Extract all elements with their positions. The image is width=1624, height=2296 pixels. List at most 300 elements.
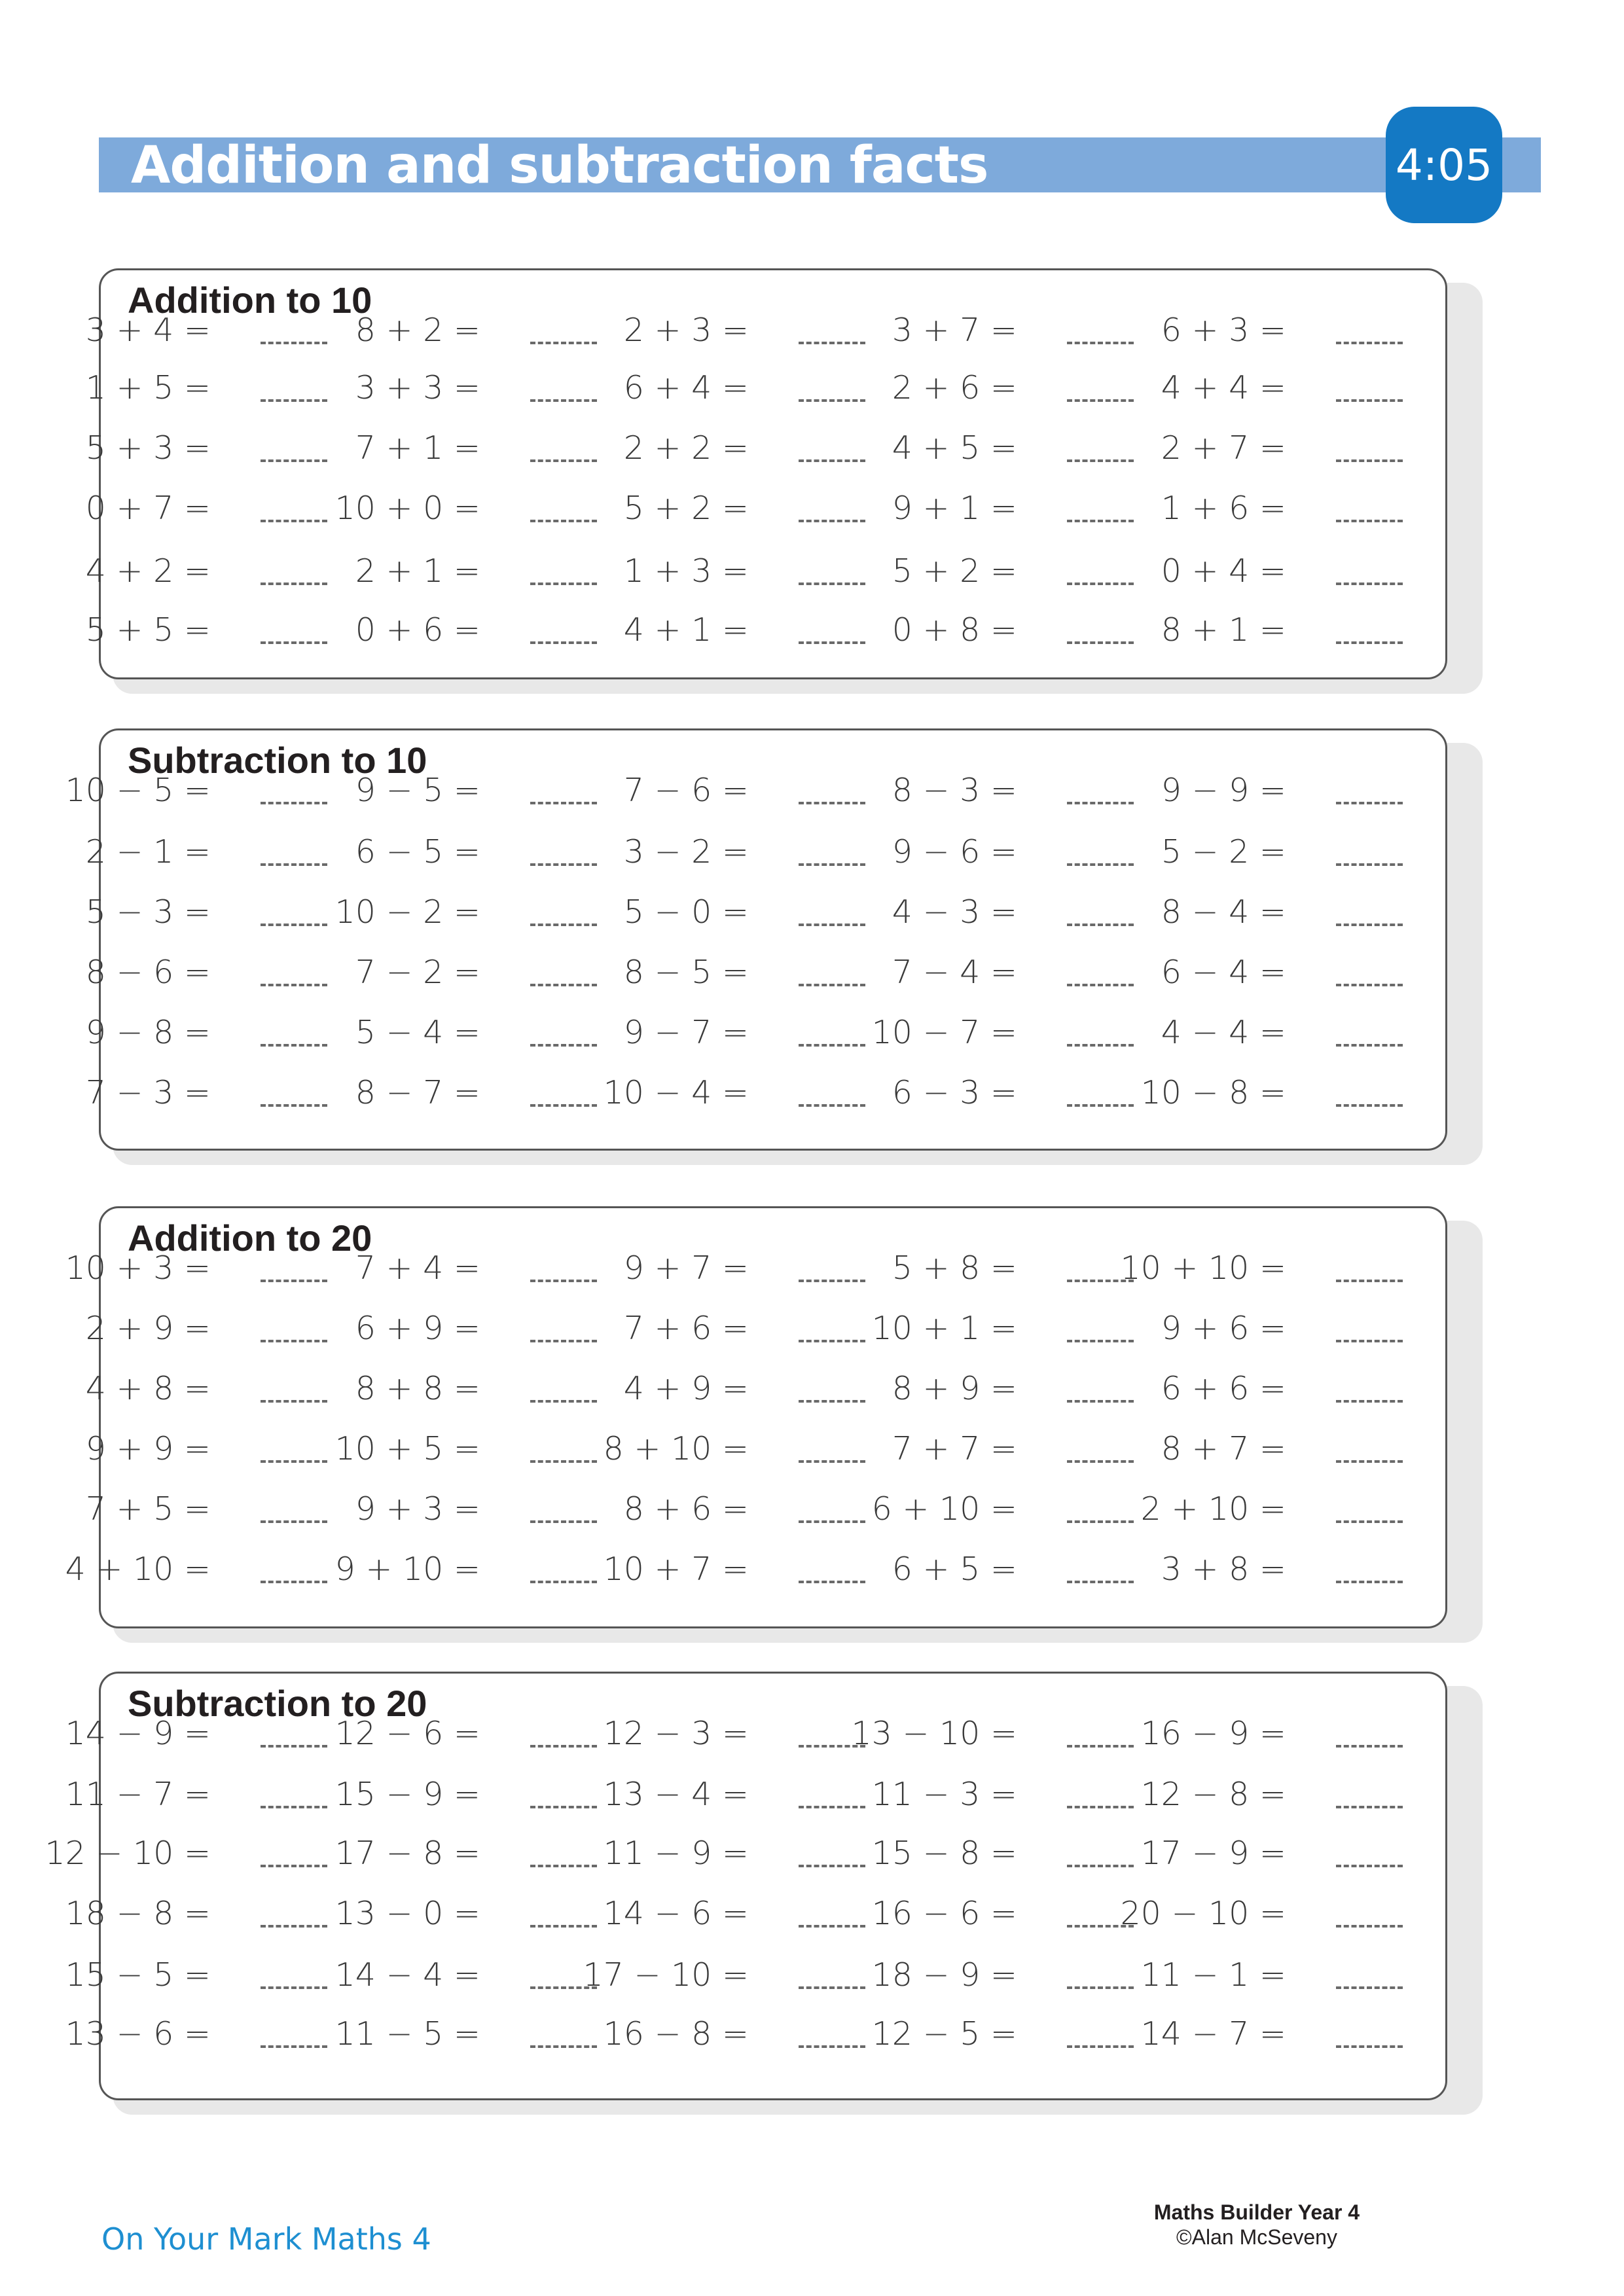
- answer-blank[interactable]: [799, 1520, 865, 1523]
- answer-blank[interactable]: [1067, 802, 1134, 804]
- answer-blank[interactable]: [1336, 1400, 1403, 1403]
- footer-copyright: ©Alan McSeveny: [1176, 2225, 1337, 2249]
- problem-expression: 13 − 6 =: [65, 2015, 211, 2053]
- problem-expression: 2 + 3 =: [623, 312, 749, 349]
- problem-expression: 11 − 3 =: [871, 1776, 1017, 1813]
- answer-blank[interactable]: [261, 1745, 327, 1748]
- problem-expression: 12 − 3 =: [603, 1715, 749, 1752]
- footer-book-title: Maths Builder Year 4: [1153, 2200, 1360, 2224]
- answer-blank[interactable]: [261, 2045, 327, 2048]
- answer-blank[interactable]: [530, 520, 597, 522]
- problem-expression: 12 − 8 =: [1140, 1776, 1286, 1813]
- problem: [603, 1772, 865, 1818]
- answer-blank[interactable]: [1336, 1745, 1403, 1748]
- problem-expression: 7 + 6 =: [623, 1310, 749, 1347]
- problem-expression: 4 + 1 =: [623, 611, 749, 649]
- problem-expression: 12 − 6 =: [334, 1715, 480, 1752]
- problem-expression: 4 + 5 =: [892, 429, 1017, 467]
- problem: [1154, 1010, 1403, 1056]
- problem-expression: 5 − 0 =: [623, 893, 749, 931]
- problem: [871, 1952, 1134, 1998]
- problem: [603, 2011, 865, 2057]
- answer-blank[interactable]: [799, 342, 865, 344]
- problem-expression: 10 + 10 =: [1120, 1249, 1286, 1287]
- answer-blank[interactable]: [530, 1104, 597, 1107]
- problem-expression: 7 + 1 =: [355, 429, 480, 467]
- problem: [885, 1246, 1134, 1291]
- problem-row: [0, 425, 1624, 471]
- problem: [1154, 548, 1403, 594]
- problem-expression: 9 + 7 =: [623, 1249, 749, 1287]
- answer-blank[interactable]: [799, 459, 865, 462]
- answer-blank[interactable]: [261, 1806, 327, 1808]
- problem-expression: 10 − 5 =: [65, 772, 211, 809]
- problem: [334, 889, 597, 935]
- answer-blank[interactable]: [1067, 1745, 1134, 1748]
- answer-blank[interactable]: [799, 924, 865, 926]
- problem: [65, 1711, 327, 1757]
- answer-blank[interactable]: [799, 583, 865, 585]
- problem-expression: 9 + 10 =: [334, 1551, 480, 1588]
- answer-blank[interactable]: [261, 924, 327, 926]
- problem: [79, 1010, 327, 1056]
- answer-blank[interactable]: [1336, 1460, 1403, 1463]
- answer-blank[interactable]: [1067, 1986, 1134, 1989]
- problem-expression: 10 + 5 =: [334, 1430, 480, 1467]
- problem-expression: 6 + 3 =: [1161, 312, 1286, 349]
- problem-expression: 11 − 5 =: [334, 2015, 480, 2053]
- problem-expression: 14 − 6 =: [603, 1895, 749, 1932]
- problem: [65, 2011, 327, 2057]
- answer-blank[interactable]: [1067, 1104, 1134, 1107]
- problem-expression: 8 − 7 =: [355, 1074, 480, 1111]
- problem: [65, 1891, 327, 1937]
- problem: [603, 1831, 865, 1876]
- problem: [885, 1547, 1134, 1592]
- answer-blank[interactable]: [261, 1986, 327, 1989]
- problem-expression: 8 + 1 =: [1161, 611, 1286, 649]
- problem-expression: 4 − 3 =: [892, 893, 1017, 931]
- problem: [617, 425, 865, 471]
- answer-blank[interactable]: [1336, 924, 1403, 926]
- section-3: [0, 1206, 1624, 1628]
- answer-blank[interactable]: [1067, 1340, 1134, 1342]
- answer-blank[interactable]: [1067, 1460, 1134, 1463]
- answer-blank[interactable]: [1336, 583, 1403, 585]
- problem-expression: 1 + 6 =: [1161, 490, 1286, 527]
- problem-row: [0, 1711, 1624, 1757]
- answer-blank[interactable]: [1336, 863, 1403, 866]
- problem-row: [0, 1306, 1624, 1352]
- problem-expression: 16 − 9 =: [1140, 1715, 1286, 1752]
- problem-expression: 11 − 9 =: [603, 1835, 749, 1872]
- answer-blank[interactable]: [1336, 802, 1403, 804]
- answer-blank[interactable]: [1067, 583, 1134, 585]
- problem-expression: 17 − 9 =: [1140, 1835, 1286, 1872]
- answer-blank[interactable]: [1067, 863, 1134, 866]
- problem-row: [0, 1952, 1624, 1998]
- answer-blank[interactable]: [799, 863, 865, 866]
- problem-expression: 0 + 8 =: [892, 611, 1017, 649]
- answer-blank[interactable]: [799, 1104, 865, 1107]
- problem-expression: 3 − 2 =: [623, 833, 749, 870]
- footer-series-title: On Your Mark Maths 4: [101, 2221, 431, 2257]
- answer-blank[interactable]: [261, 863, 327, 866]
- problem: [65, 1952, 327, 1998]
- problem-expression: 8 + 8 =: [355, 1370, 480, 1407]
- problem-expression: 6 + 4 =: [623, 369, 749, 406]
- problem-expression: 7 − 4 =: [892, 954, 1017, 991]
- problem: [348, 1366, 597, 1412]
- problem: [348, 425, 597, 471]
- problem: [334, 1772, 597, 1818]
- answer-blank[interactable]: [1336, 459, 1403, 462]
- problem: [1120, 1246, 1403, 1291]
- answer-blank[interactable]: [1067, 2045, 1134, 2048]
- answer-blank[interactable]: [1067, 1044, 1134, 1047]
- problem: [617, 889, 865, 935]
- problem-expression: 8 − 4 =: [1161, 893, 1286, 931]
- problem-expression: 14 − 7 =: [1140, 2015, 1286, 2053]
- answer-blank[interactable]: [530, 2045, 597, 2048]
- problem: [348, 1070, 597, 1116]
- problem-expression: 0 + 4 =: [1161, 552, 1286, 590]
- problem-expression: 13 − 0 =: [334, 1895, 480, 1932]
- problem: [617, 308, 865, 353]
- problem: [1154, 425, 1403, 471]
- answer-blank[interactable]: [261, 520, 327, 522]
- problem: [885, 486, 1134, 531]
- answer-blank[interactable]: [799, 1986, 865, 1989]
- answer-blank[interactable]: [799, 399, 865, 402]
- answer-blank[interactable]: [1336, 1520, 1403, 1523]
- problem: [79, 548, 327, 594]
- answer-blank[interactable]: [530, 924, 597, 926]
- answer-blank[interactable]: [1067, 459, 1134, 462]
- answer-blank[interactable]: [1336, 1340, 1403, 1342]
- problem: [603, 1426, 865, 1472]
- problem: [617, 829, 865, 875]
- problem: [65, 1547, 327, 1592]
- problem: [871, 1010, 1134, 1056]
- problem: [603, 1891, 865, 1937]
- problem: [348, 1486, 597, 1532]
- problem-expression: 16 − 6 =: [871, 1895, 1017, 1932]
- answer-blank[interactable]: [1336, 1865, 1403, 1867]
- answer-blank[interactable]: [799, 2045, 865, 2048]
- answer-blank[interactable]: [530, 399, 597, 402]
- answer-blank[interactable]: [261, 1460, 327, 1463]
- answer-blank[interactable]: [799, 1044, 865, 1047]
- problem: [617, 1306, 865, 1352]
- problem-row: [0, 1246, 1624, 1291]
- problem-row: [0, 1366, 1624, 1412]
- answer-blank[interactable]: [1067, 1400, 1134, 1403]
- answer-blank[interactable]: [261, 1581, 327, 1583]
- problem: [1140, 1772, 1403, 1818]
- answer-blank[interactable]: [530, 863, 597, 866]
- answer-blank[interactable]: [799, 802, 865, 804]
- problem: [885, 365, 1134, 411]
- problem: [334, 2011, 597, 2057]
- problem-expression: 8 − 6 =: [85, 954, 211, 991]
- problem: [79, 425, 327, 471]
- answer-blank[interactable]: [530, 1280, 597, 1282]
- answer-blank[interactable]: [1336, 1986, 1403, 1989]
- problem-expression: 5 + 2 =: [623, 490, 749, 527]
- answer-blank[interactable]: [530, 1806, 597, 1808]
- problem-expression: 9 + 3 =: [355, 1490, 480, 1528]
- problem: [79, 1426, 327, 1472]
- answer-blank[interactable]: [1336, 641, 1403, 644]
- problem: [871, 1486, 1134, 1532]
- answer-blank[interactable]: [1336, 1280, 1403, 1282]
- problem-row: [0, 1010, 1624, 1056]
- answer-blank[interactable]: [261, 342, 327, 344]
- answer-blank[interactable]: [530, 641, 597, 644]
- problem-expression: 6 − 4 =: [1161, 954, 1286, 991]
- problem: [79, 829, 327, 875]
- answer-blank[interactable]: [799, 520, 865, 522]
- problem-expression: 7 − 6 =: [623, 772, 749, 809]
- problem: [79, 950, 327, 996]
- problem: [334, 486, 597, 531]
- problem: [1140, 1952, 1403, 1998]
- answer-blank[interactable]: [1067, 1520, 1134, 1523]
- problem-expression: 5 − 3 =: [85, 893, 211, 931]
- answer-blank[interactable]: [799, 1581, 865, 1583]
- problem-row: [0, 829, 1624, 875]
- answer-blank[interactable]: [1067, 1865, 1134, 1867]
- problem-expression: 2 + 1 =: [355, 552, 480, 590]
- answer-blank[interactable]: [1336, 1581, 1403, 1583]
- problem: [617, 1486, 865, 1532]
- problem: [1154, 1547, 1403, 1592]
- problem: [885, 548, 1134, 594]
- problem: [617, 607, 865, 653]
- problem: [617, 1246, 865, 1291]
- answer-blank[interactable]: [1336, 1044, 1403, 1047]
- page-title: Addition and subtraction facts: [131, 136, 988, 195]
- problem: [334, 1426, 597, 1472]
- answer-blank[interactable]: [261, 1340, 327, 1342]
- answer-blank[interactable]: [261, 1044, 327, 1047]
- problem: [885, 1366, 1134, 1412]
- problem: [617, 548, 865, 594]
- problem-expression: 10 − 4 =: [603, 1074, 749, 1111]
- problem: [79, 1486, 327, 1532]
- answer-blank[interactable]: [799, 1400, 865, 1403]
- problem-expression: 7 − 3 =: [85, 1074, 211, 1111]
- answer-blank[interactable]: [530, 1340, 597, 1342]
- answer-blank[interactable]: [1067, 1806, 1134, 1808]
- problem-expression: 10 + 1 =: [871, 1310, 1017, 1347]
- problem: [885, 1426, 1134, 1472]
- problem-expression: 10 + 0 =: [334, 490, 480, 527]
- answer-blank[interactable]: [1336, 1806, 1403, 1808]
- answer-blank[interactable]: [261, 583, 327, 585]
- answer-blank[interactable]: [261, 459, 327, 462]
- answer-blank[interactable]: [1067, 641, 1134, 644]
- answer-blank[interactable]: [530, 1460, 597, 1463]
- answer-blank[interactable]: [530, 1745, 597, 1748]
- problem-expression: 9 − 8 =: [85, 1014, 211, 1051]
- problem: [583, 1952, 865, 1998]
- problem: [1154, 486, 1403, 531]
- problem-expression: 4 + 10 =: [65, 1551, 211, 1588]
- problem-expression: 9 + 1 =: [892, 490, 1017, 527]
- answer-blank[interactable]: [799, 1340, 865, 1342]
- problem-row: [0, 548, 1624, 594]
- problem-expression: 4 + 8 =: [85, 1370, 211, 1407]
- answer-blank[interactable]: [261, 1925, 327, 1928]
- problem-expression: 7 + 4 =: [355, 1249, 480, 1287]
- problem-expression: 6 − 5 =: [355, 833, 480, 870]
- problem-expression: 18 − 8 =: [65, 1895, 211, 1932]
- problem-expression: 4 − 4 =: [1161, 1014, 1286, 1051]
- answer-blank[interactable]: [1336, 2045, 1403, 2048]
- answer-blank[interactable]: [1336, 984, 1403, 986]
- problem-expression: 2 − 1 =: [85, 833, 211, 870]
- problem-expression: 2 + 6 =: [892, 369, 1017, 406]
- answer-blank[interactable]: [799, 1865, 865, 1867]
- problem: [348, 768, 597, 814]
- problem-expression: 5 − 2 =: [1161, 833, 1286, 870]
- answer-blank[interactable]: [530, 1865, 597, 1867]
- answer-blank[interactable]: [530, 342, 597, 344]
- answer-blank[interactable]: [530, 1581, 597, 1583]
- problem-expression: 11 − 7 =: [65, 1776, 211, 1813]
- problem: [617, 950, 865, 996]
- problem: [348, 950, 597, 996]
- problem-expression: 5 + 2 =: [892, 552, 1017, 590]
- answer-blank[interactable]: [261, 399, 327, 402]
- answer-blank[interactable]: [530, 802, 597, 804]
- answer-blank[interactable]: [1336, 342, 1403, 344]
- problem-expression: 10 − 8 =: [1140, 1074, 1286, 1111]
- problem-expression: 9 − 9 =: [1161, 772, 1286, 809]
- problem-expression: 2 + 9 =: [85, 1310, 211, 1347]
- section-title: Subtraction to 20: [128, 1683, 427, 1724]
- answer-blank[interactable]: [1336, 1104, 1403, 1107]
- problem: [871, 1306, 1134, 1352]
- problem: [885, 308, 1134, 353]
- problem: [348, 1010, 597, 1056]
- answer-blank[interactable]: [1067, 399, 1134, 402]
- problem-expression: 10 − 2 =: [334, 893, 480, 931]
- answer-blank[interactable]: [261, 1400, 327, 1403]
- answer-blank[interactable]: [799, 641, 865, 644]
- problem-expression: 14 − 9 =: [65, 1715, 211, 1752]
- answer-blank[interactable]: [261, 641, 327, 644]
- answer-blank[interactable]: [1067, 1581, 1134, 1583]
- problem-expression: 5 + 5 =: [85, 611, 211, 649]
- problem-expression: 0 + 7 =: [85, 490, 211, 527]
- problem-expression: 14 − 4 =: [334, 1956, 480, 1994]
- answer-blank[interactable]: [261, 1865, 327, 1867]
- answer-blank[interactable]: [1336, 399, 1403, 402]
- problem: [1154, 365, 1403, 411]
- section-title: Subtraction to 10: [128, 740, 427, 781]
- answer-blank[interactable]: [261, 1280, 327, 1282]
- answer-blank[interactable]: [1067, 984, 1134, 986]
- answer-blank[interactable]: [261, 1104, 327, 1107]
- answer-blank[interactable]: [1067, 924, 1134, 926]
- problem-row: [0, 486, 1624, 531]
- answer-blank[interactable]: [799, 1280, 865, 1282]
- problem-expression: 4 + 2 =: [85, 552, 211, 590]
- problem-expression: 9 − 7 =: [623, 1014, 749, 1051]
- problem: [79, 486, 327, 531]
- problem-expression: 5 + 8 =: [892, 1249, 1017, 1287]
- answer-blank[interactable]: [261, 984, 327, 986]
- problem: [348, 1306, 597, 1352]
- answer-blank[interactable]: [530, 583, 597, 585]
- answer-blank[interactable]: [530, 984, 597, 986]
- problem: [79, 889, 327, 935]
- answer-blank[interactable]: [530, 1520, 597, 1523]
- answer-blank[interactable]: [1067, 520, 1134, 522]
- problem-expression: 9 − 6 =: [892, 833, 1017, 870]
- page-number-badge: 4:05: [1386, 107, 1502, 223]
- problem-expression: 6 − 3 =: [892, 1074, 1017, 1111]
- answer-blank[interactable]: [261, 1520, 327, 1523]
- problem: [885, 607, 1134, 653]
- problem: [1154, 1306, 1403, 1352]
- problem-expression: 11 − 1 =: [1140, 1956, 1286, 1994]
- answer-blank[interactable]: [1067, 342, 1134, 344]
- problem: [1154, 950, 1403, 996]
- answer-blank[interactable]: [530, 1925, 597, 1928]
- problem: [1120, 1891, 1403, 1937]
- problem-expression: 13 − 10 =: [851, 1715, 1017, 1752]
- problem: [871, 1891, 1134, 1937]
- problem: [45, 1831, 327, 1876]
- answer-blank[interactable]: [1336, 1925, 1403, 1928]
- answer-blank[interactable]: [799, 984, 865, 986]
- problem-expression: 16 − 8 =: [603, 2015, 749, 2053]
- answer-blank[interactable]: [799, 1460, 865, 1463]
- problem: [871, 2011, 1134, 2057]
- problem-row: [0, 365, 1624, 411]
- answer-blank[interactable]: [530, 459, 597, 462]
- problem-expression: 10 − 7 =: [871, 1014, 1017, 1051]
- answer-blank[interactable]: [799, 1806, 865, 1808]
- problem: [617, 365, 865, 411]
- problem: [79, 607, 327, 653]
- problem-row: [0, 308, 1624, 353]
- answer-blank[interactable]: [261, 802, 327, 804]
- problem: [617, 486, 865, 531]
- problem: [1154, 768, 1403, 814]
- answer-blank[interactable]: [530, 1044, 597, 1047]
- problem-row: [0, 889, 1624, 935]
- problem-row: [0, 607, 1624, 653]
- problem-row: [0, 1426, 1624, 1472]
- problem: [851, 1711, 1134, 1757]
- problem-expression: 6 + 6 =: [1161, 1370, 1286, 1407]
- problem: [1140, 1831, 1403, 1876]
- problem: [79, 1366, 327, 1412]
- problem-row: [0, 1070, 1624, 1116]
- problem: [1154, 1426, 1403, 1472]
- problem-expression: 15 − 9 =: [334, 1776, 480, 1813]
- problem: [348, 1246, 597, 1291]
- problem-expression: 8 + 10 =: [603, 1430, 749, 1467]
- answer-blank[interactable]: [1336, 520, 1403, 522]
- answer-blank[interactable]: [799, 1925, 865, 1928]
- answer-blank[interactable]: [530, 1400, 597, 1403]
